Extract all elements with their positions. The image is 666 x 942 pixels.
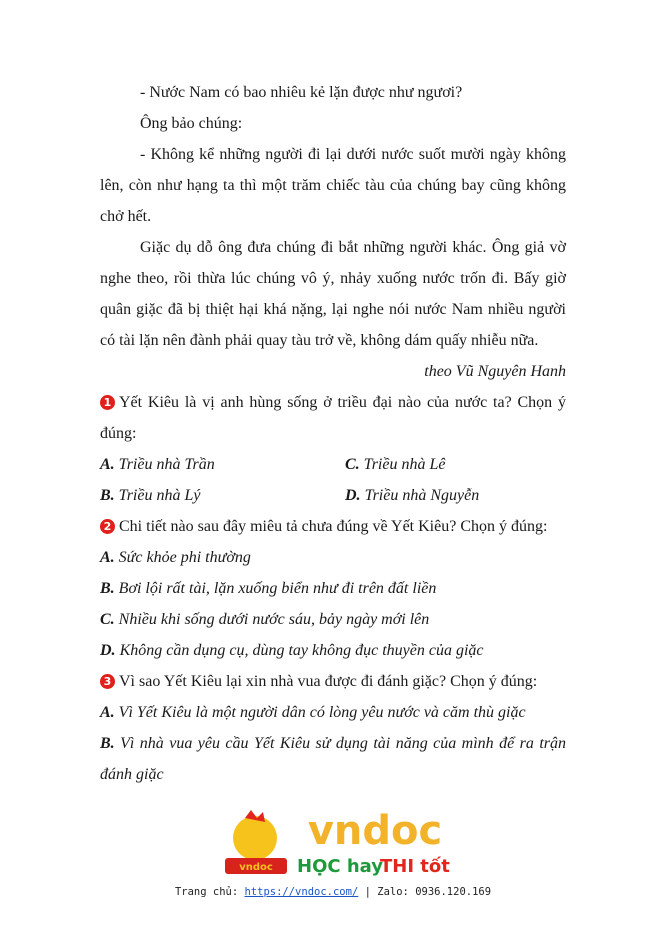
number-badge: 2: [100, 519, 115, 534]
vndoc-watermark-logo: [215, 808, 455, 880]
option: C. Triều nhà Lê: [345, 456, 446, 473]
option: A. Triều nhà Trần: [100, 456, 215, 473]
option: A. Vì Yết Kiêu là một người dân có lòng yêu nước và căm thù giặc: [100, 704, 526, 721]
option: B. Triều nhà Lý: [100, 487, 201, 504]
option: A. Sức khỏe phi thường: [100, 549, 251, 566]
option: B. Bơi lội rất tài, lặn xuống biển như đi trên đất liền: [100, 580, 437, 597]
question-1: 1 Yết Kiêu là vị anh hùng sống ở triều đại nào của nước ta? Chọn ý đúng:: [100, 394, 566, 442]
option: D. Không cần dụng cụ, dùng tay không đục thuyền của giặc: [100, 642, 484, 659]
question-2: 2 Chi tiết nào sau đây miêu tả chưa đúng về Yết Kiêu? Chọn ý đúng:: [100, 511, 566, 542]
option: D. Triều nhà Nguyễn: [345, 487, 480, 504]
option: B. Vì nhà vua yêu cầu Yết Kiêu sử dụng tài năng của mình để ra trận đánh giặc: [100, 735, 567, 783]
paragraph: Ông bảo chúng:: [140, 115, 243, 132]
option: C. Nhiều khi sống dưới nước sáu, bảy ngày mới lên: [100, 611, 430, 628]
document-content: [100, 77, 566, 790]
paragraph: - Nước Nam có bao nhiêu kẻ lặn được như ngươi?: [140, 84, 463, 101]
author: theo Vũ Nguyên Hanh: [424, 363, 566, 380]
option-row: [100, 449, 566, 480]
svg-text:THI tốt: THI tốt: [380, 856, 450, 877]
number-badge: 3: [100, 674, 115, 689]
paragraph: - Không kể những người đi lại dưới nước suốt mười ngày không lên, còn như hạng ta thì một trăm chiếc tàu của chúng bay cũng không chở hết.: [100, 146, 566, 225]
number-badge: 1: [100, 395, 115, 410]
option-row: [100, 480, 566, 511]
svg-text:vndoc: vndoc: [307, 808, 443, 854]
svg-text:vndoc: vndoc: [239, 862, 273, 873]
footer: Trang chủ: https://vndoc.com/ | Zalo: 0936.120.169: [174, 886, 492, 898]
svg-text:HỌC hay: HỌC hay: [297, 856, 383, 877]
homepage-link[interactable]: https://vndoc.com/: [244, 886, 359, 898]
question-3: 3 Vì sao Yết Kiêu lại xin nhà vua được đi đánh giặc? Chọn ý đúng:: [100, 666, 566, 697]
paragraph: Giặc dụ dỗ ông đưa chúng đi bắt những người khác. Ông giả vờ nghe theo, rồi thừa lúc chúng vô ý, nhảy xuống nước trốn đi. Bấy giờ quân giặc đã bị thiệt hại khá nặng, lại nghe nói nước Nam nhiều người có tài lặn nên đành phải quay tàu trở về, không dám quấy nhiễu nữa.: [100, 239, 566, 349]
mascot-icon: [233, 816, 277, 860]
